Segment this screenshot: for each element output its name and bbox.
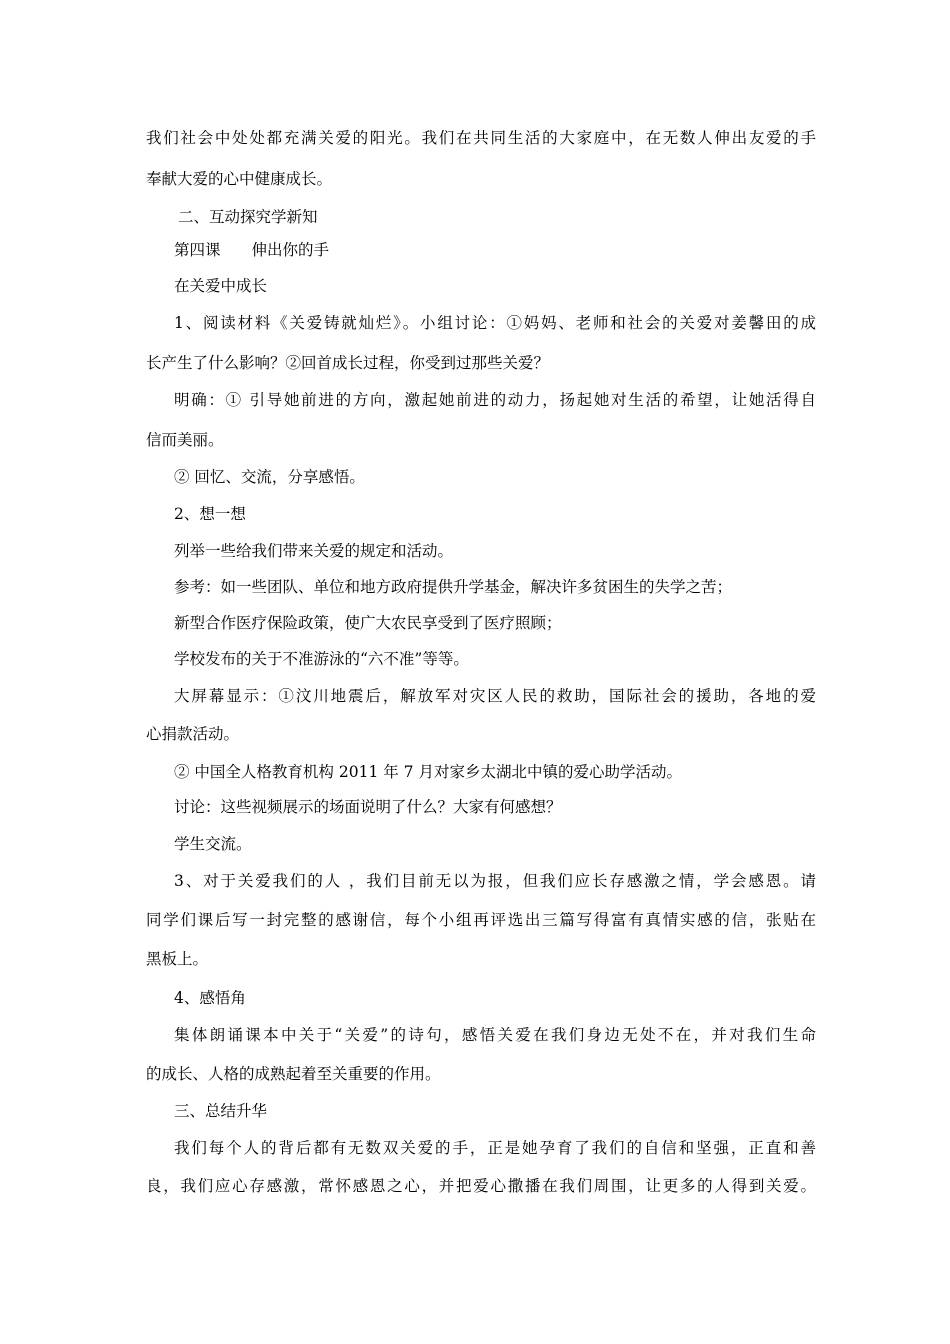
paragraph-line: 黑板上。 (146, 950, 209, 968)
paragraph-line: 参考：如一些团队、单位和地方政府提供升学基金，解决许多贫困生的失学之苦； (174, 578, 733, 596)
lesson-title: 第四课 伸出你的手 (174, 241, 330, 259)
paragraph-line: 大屏幕显示：①汶川地震后，解放军对灾区人民的救助，国际社会的援助，各地的爱 (174, 687, 816, 705)
paragraph-line: 同学们课后写一封完整的感谢信，每个小组再评选出三篇写得富有真情实感的信，张贴在 (146, 911, 816, 929)
paragraph-line: 1、阅读材料《关爱铸就灿烂》。小组讨论：①妈妈、老师和社会的关爱对姜馨田的成 (174, 314, 816, 332)
paragraph-line: 长产生了什么影响？②回首成长过程，你受到过那些关爱？ (146, 354, 550, 372)
paragraph-line: 的成长、人格的成熟起着至关重要的作用。 (146, 1065, 441, 1083)
paragraph-line: 明确：① 引导她前进的方向，激起她前进的动力，扬起她对生活的希望，让她活得自 (174, 391, 816, 409)
section-heading: 三、总结升华 (174, 1102, 268, 1120)
paragraph-line: 学校发布的关于不准游泳的“六不准”等等。 (174, 650, 469, 668)
paragraph-line: 新型合作医疗保险政策，使广大农民享受到了医疗照顾； (174, 614, 562, 632)
paragraph-line: 学生交流。 (174, 835, 252, 853)
paragraph-line: 信而美丽。 (146, 431, 224, 449)
subsection-title: 在关爱中成长 (174, 277, 268, 295)
paragraph-line: 列举一些给我们带来关爱的规定和活动。 (174, 542, 454, 560)
paragraph-line: ② 回忆、交流，分享感悟。 (174, 468, 365, 486)
paragraph-line: 心捐款活动。 (146, 725, 240, 743)
paragraph-line: ② 中国全人格教育机构 2011 年 7 月对家乡太湖北中镇的爱心助学活动。 (174, 763, 682, 781)
subsection-title: 2、想一想 (174, 505, 246, 523)
paragraph-line: 集体朗诵课本中关于“关爱”的诗句，感悟关爱在我们身边无处不在，并对我们生命 (174, 1026, 816, 1044)
subsection-title: 4、感悟角 (174, 989, 246, 1007)
paragraph-line: 我们社会中处处都充满关爱的阳光。我们在共同生活的大家庭中，在无数人伸出友爱的手 (146, 129, 816, 147)
paragraph-line: 3、对于关爱我们的人 ，我们目前无以为报，但我们应长存感激之情，学会感恩。请 (174, 872, 816, 890)
paragraph-line: 讨论：这些视频展示的场面说明了什么？大家有何感想？ (174, 798, 562, 816)
paragraph-line: 良，我们应心存感激，常怀感恩之心，并把爱心撒播在我们周围，让更多的人得到关爱。 (146, 1177, 816, 1195)
section-heading: 二、互动探究学新知 (178, 208, 318, 226)
paragraph-line: 我们每个人的背后都有无数双关爱的手，正是她孕育了我们的自信和坚强，正直和善 (174, 1139, 816, 1157)
paragraph-line: 奉献大爱的心中健康成长。 (146, 170, 333, 188)
